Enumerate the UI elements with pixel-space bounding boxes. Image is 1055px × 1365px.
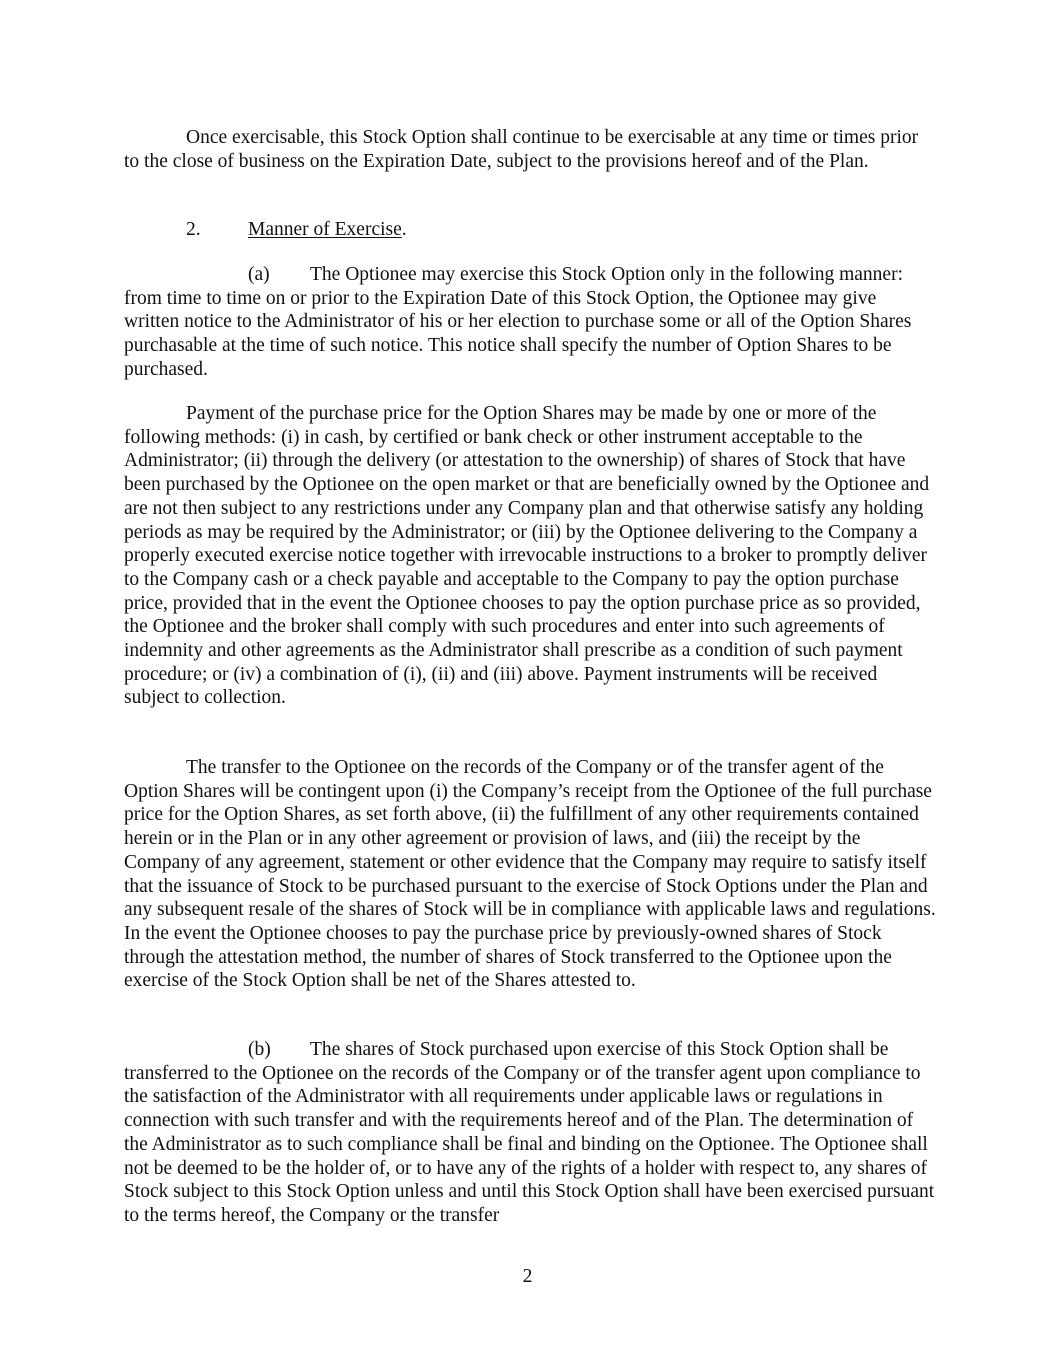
section-heading-manner-of-exercise [186, 218, 407, 242]
subsection-a-label: (a) [248, 264, 270, 285]
paragraph-exercisable: Once exercisable, this Stock Option shall continue to be exercisable at any time or times prior to the close of business on the Expiration Date, subject to the provisions hereof and of the Plan. [124, 127, 919, 172]
paragraph-transfer: The transfer to the Optionee on the records of the Company or of the transfer agent of the Option Shares will be contingent upon (i) the Company’s receipt from the Optionee of the full purchase price for the Option Shares, as set forth above, (ii) the fulfillment of any other requirements contained herein or in the Plan or in any other agreement or provision of laws, and (iii) the receipt by the Company of any agreement, statement or other evidence that the Company may require to satisfy itself that the issuance of Stock to be purchased pursuant to the exercise of Stock Options under the Plan and any subsequent resale of the shares of Stock will be in compliance with applicable laws and regulations. In the event the Optionee chooses to pay the purchase price by previously-owned shares of Stock through the attestation method, the number of shares of Stock transferred to the Optionee upon the exercise of the Stock Option shall be net of the Shares attested to. [124, 757, 936, 992]
section-title-suffix: . [401, 219, 407, 240]
subsection-b [124, 1038, 936, 1228]
paragraph-payment-methods: Payment of the purchase price for the Option Shares may be made by one or more of the following methods: (i) in cash, by certified or bank check or other instrument acceptable to the Administrator; (ii) through the delivery (or attestation to the ownership) of shares of Stock that have been purchased by the Optionee on the open market or that are beneficially owned by the Optionee and are not then subject to any restrictions under any Company plan and that otherwise satisfy any holding periods as may be required by the Administrator; or (iii) by the Optionee delivering to the Company a properly executed exercise notice together with irrevocable instructions to a broker to promptly deliver to the Company cash or a check payable and acceptable to the Company to pay the option purchase price, provided that in the event the Optionee chooses to pay the option purchase price as so provided, the Optionee and the broker shall comply with such procedures and enter into such agreements of indemnity and other agreements as the Administrator shall prescribe as a condition of such payment procedure; or (iv) a combination of (i), (ii) and (iii) above. Payment instruments will be received subject to collection. [124, 403, 930, 709]
section-number: 2. [186, 219, 201, 240]
subsection-a-text: The Optionee may exercise this Stock Option only in the following manner: from time to time on or prior to the Expiration Date of this Stock Option, the Optionee may give written notice to the Administrator of his or her election to purchase some or all of the Option Shares purchasable at the time of such notice. This notice shall specify the number of Option Shares to be purchased. [124, 264, 912, 380]
subsection-a [124, 263, 936, 382]
subsection-b-label: (b) [248, 1039, 271, 1060]
subsection-b-text: The shares of Stock purchased upon exercise of this Stock Option shall be transferred to the Optionee on the records of the Company or of the transfer agent upon compliance to the satisfaction of the Administrator with all requirements under applicable laws or regulations in connection with such transfer and with the requirements hereof and of the Plan. The determination of the Administrator as to such compliance shall be final and binding on the Optionee. The Optionee shall not be deemed to be the holder of, or to have any of the rights of a holder with respect to, any shares of Stock subject to this Stock Option unless and until this Stock Option shall have been exercised pursuant to the terms hereof, the Company or the transfer [124, 1039, 935, 1226]
page-number: 2 [522, 1266, 533, 1287]
section-title: Manner of Exercise [248, 219, 402, 240]
